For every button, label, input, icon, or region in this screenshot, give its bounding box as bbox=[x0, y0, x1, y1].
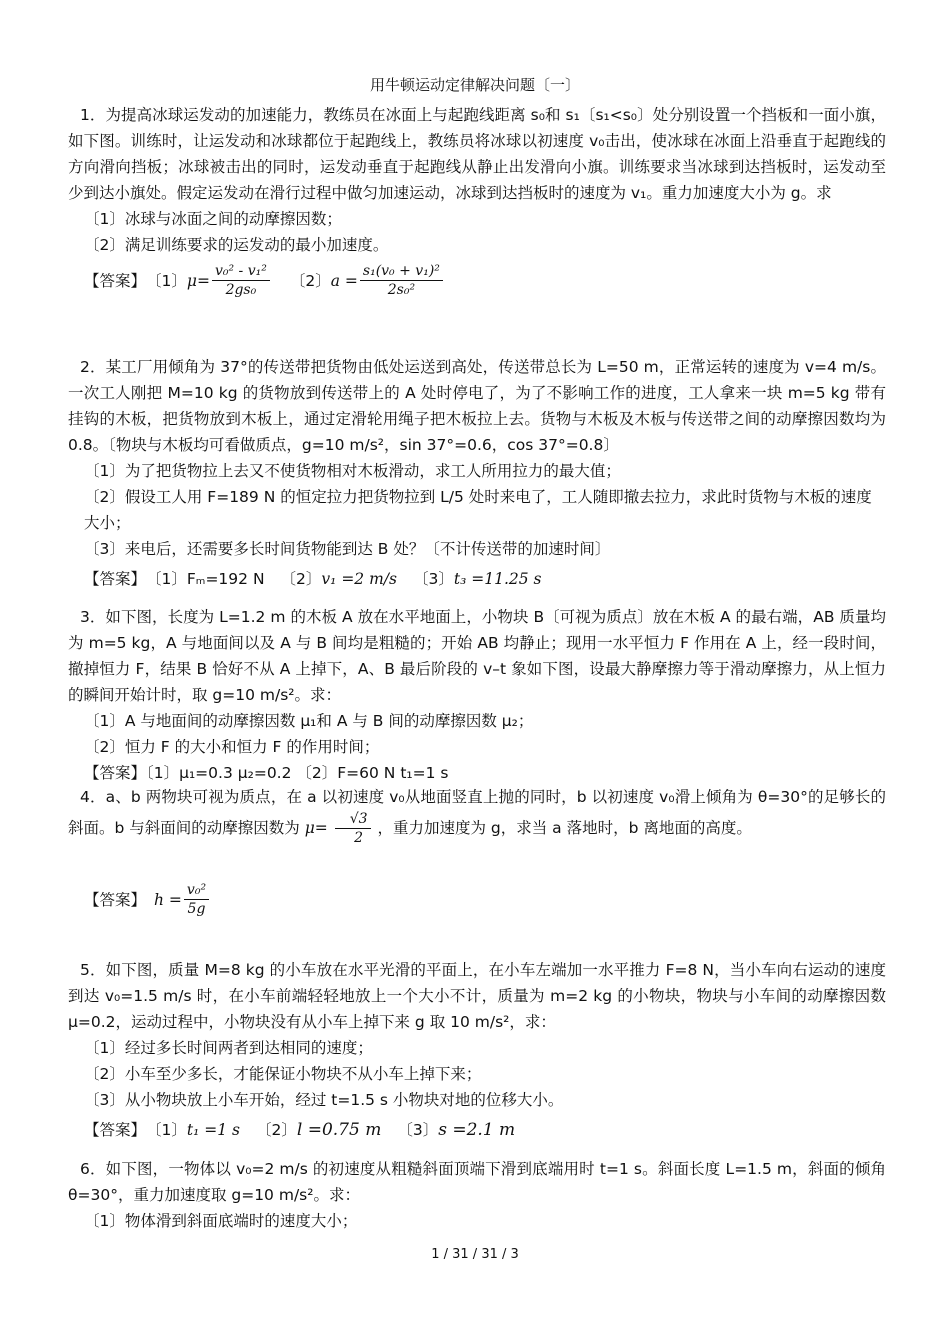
answer-2-numerator: s₁(v₀ + v₁)² bbox=[360, 262, 443, 281]
question-3 bbox=[68, 604, 886, 786]
answer-1-fraction bbox=[212, 262, 270, 299]
answer-part-1-label: 〔1〕 bbox=[146, 1121, 187, 1139]
question-1-text: 1．为提高冰球运发动的加速能力，教练员在冰面上与起跑线距离 s₀和 s₁〔s₁<s₀〕处分别设置一个挡板和一面小旗，如下图。训练时，让运发动和冰球都位于起跑线上，教练员将冰球以初速度 v₀击出，使冰球在冰面上沿垂直于起跑线的方向滑向挡板；冰球被击出的同时，运发动垂直于起跑线从静止出发滑向小旗。训练要求当冰球到达挡板时，运发动至少到达小旗处。假定运发动在滑行过程中做匀加速运动，冰球到达挡板时的速度为 v₁。重力加速度大小为 g。求 bbox=[68, 106, 886, 202]
question-1-sub-1: 〔1〕冰球与冰面之间的动摩擦因数； bbox=[84, 210, 342, 228]
page-title: 用牛顿运动定律解决问题〔一〕 bbox=[369, 76, 580, 94]
question-1-sub-2: 〔2〕满足训练要求的运发动的最小加速度。 bbox=[84, 236, 389, 254]
answer-part-2-label: 〔2〕 bbox=[280, 570, 322, 588]
question-6-sub-1: 〔1〕物体滑到斜面底端时的速度大小； bbox=[84, 1212, 358, 1230]
question-3-sub-2: 〔2〕恒力 F 的大小和恒力 F 的作用时间； bbox=[84, 738, 380, 756]
question-4-mu-lhs: μ= bbox=[304, 819, 328, 837]
answer-2: l =0.75 m bbox=[296, 1120, 382, 1140]
answer-numerator: v₀² bbox=[184, 881, 209, 900]
question-3-answer: 【答案】〔1〕μ₁=0.3 μ₂=0.2 〔2〕F=60 N t₁=1 s bbox=[84, 764, 449, 782]
question-2-text: 2．某工厂用倾角为 37°的传送带把货物由低处运送到高处，传送带总长为 L=50 m，正常运转的速度为 v=4 m/s。一次工人刚把 M=10 kg 的货物放到传送带上的 A 处时停电了，为了不影响工作的进度，工人拿来一块 m=5 kg 带有挂钩的木板，把货物放到木板上，通过定滑轮用绳子把木板拉上去。货物与木板及木板与传送带之间的动摩擦因数均为 0.8。〔物块与木板均可看做质点，g=10 m/s²，sin 37°=0.6，cos 37°=0.8〕 bbox=[68, 358, 886, 454]
answer-denominator: 5g bbox=[187, 901, 206, 917]
answer-part-2-label: 〔2〕 bbox=[289, 271, 331, 290]
question-3-text: 3．如下图，长度为 L=1.2 m 的木板 A 放在水平地面上，小物块 B〔可视为质点〕放在木板 A 的最右端，AB 质量均为 m=5 kg，A 与地面间以及 A 与 B 间均是粗糙的；开始 AB 均静止；现用一水平恒力 F 作用在 A 上，经一段时间，撤掉恒力 F，结果 B 恰好不从 A 上掉下，A、B 最后阶段的 v–t 象如下图，设最大静摩擦力等于滑动摩擦力，从上恒力的瞬间开始计时，取 g=10 m/s²。求： bbox=[68, 608, 886, 704]
answer-2-denominator: 2s₀² bbox=[387, 282, 416, 298]
page-number: 1 / 31 / 31 / 3 bbox=[431, 1247, 519, 1262]
answer-label: 【答案】 bbox=[84, 1121, 147, 1139]
answer-2: v₁ =2 m/s bbox=[321, 570, 397, 588]
answer-label: 【答案】 bbox=[84, 570, 147, 588]
answer-2-fraction bbox=[360, 262, 443, 299]
answer-3: t₃ =11.25 s bbox=[453, 570, 542, 588]
question-2 bbox=[68, 354, 886, 592]
answer-3: s =2.1 m bbox=[438, 1120, 516, 1140]
answer-1: 〔1〕Fₘ=192 N bbox=[146, 570, 265, 588]
answer-part-3-label: 〔3〕 bbox=[412, 570, 454, 588]
question-5-answer bbox=[68, 1117, 886, 1143]
answer-part-1-label: 〔1〕 bbox=[146, 271, 187, 290]
answer-fraction bbox=[184, 881, 209, 918]
question-5-sub-3: 〔3〕从小物块放上小车开始，经过 t=1.5 s 小物块对地的位移大小。 bbox=[84, 1091, 564, 1109]
question-4-text bbox=[68, 784, 886, 847]
question-4 bbox=[68, 784, 886, 918]
question-1-answer bbox=[68, 262, 886, 299]
question-5-text: 5．如下图，质量 M=8 kg 的小车放在水平光滑的平面上，在小车左端加一水平推力 F=8 N，当小车向右运动的速度到达 v₀=1.5 m/s 时，在小车前端轻轻地放上一个大小不计，质量为 m=2 kg 的小物块，物块与小车间的动摩擦因数 μ=0.2，运动过程中，小物块没有从小车上掉下来 g 取 10 m/s²，求： bbox=[68, 961, 886, 1031]
answer-1-lhs: μ= bbox=[186, 271, 210, 290]
answer-label: 【答案】 bbox=[84, 271, 147, 290]
answer-part-3-label: 〔3〕 bbox=[397, 1121, 439, 1139]
answer-lhs: h = bbox=[154, 890, 182, 909]
question-4-mu-fraction bbox=[335, 810, 371, 847]
question-4-mu-denominator: 2 bbox=[354, 830, 364, 846]
question-4-text-a: 4．a、b 两物块可视为质点，在 a 以初速度 v₀从地面竖直上抛的同时，b 以初速度 v₀滑上倾角为 θ=30°的足够长的斜面。b 与斜面间的动摩擦因数为 bbox=[68, 788, 886, 837]
answer-1-numerator: v₀² - v₁² bbox=[212, 262, 270, 281]
answer-1-denominator: 2gs₀ bbox=[225, 282, 257, 298]
question-4-text-b: ，重力加速度为 g，求当 a 落地时，b 离地面的高度。 bbox=[377, 819, 752, 837]
question-4-mu-numerator: √3 bbox=[335, 810, 371, 829]
answer-part-2-label: 〔2〕 bbox=[256, 1121, 297, 1139]
question-2-answer bbox=[68, 566, 886, 592]
question-6-text: 6．如下图，一物体以 v₀=2 m/s 的初速度从粗糙斜面顶端下滑到底端用时 t=1 s。斜面长度 L=1.5 m，斜面的倾角 θ=30°，重力加速度取 g=10 m/s²。求： bbox=[68, 1160, 886, 1204]
question-5 bbox=[68, 957, 886, 1143]
question-6 bbox=[68, 1156, 886, 1234]
question-2-sub-3: 〔3〕来电后，还需要多长时间货物能到达 B 处？〔不计传送带的加速时间〕 bbox=[84, 540, 611, 558]
question-5-sub-2: 〔2〕小车至少多长，才能保证小物块不从小车上掉下来； bbox=[84, 1065, 482, 1083]
question-5-sub-1: 〔1〕经过多长时间两者到达相同的速度； bbox=[84, 1039, 373, 1057]
question-3-sub-1: 〔1〕A 与地面间的动摩擦因数 μ₁和 A 与 B 间的动摩擦因数 μ₂； bbox=[84, 712, 534, 730]
question-1 bbox=[68, 102, 886, 299]
question-2-sub-1: 〔1〕为了把货物拉上去又不使货物相对木板滑动，求工人所用拉力的最大值； bbox=[84, 462, 621, 480]
answer-1: t₁ =1 s bbox=[186, 1121, 240, 1139]
question-4-answer bbox=[68, 881, 886, 918]
answer-2-lhs: a = bbox=[330, 271, 358, 290]
question-2-sub-2: 〔2〕假设工人用 F=189 N 的恒定拉力把货物拉到 L/5 处时来电了，工人随即撤去拉力，求此时货物与木板的速度大小； bbox=[84, 488, 872, 532]
answer-label: 【答案】 bbox=[84, 890, 147, 909]
